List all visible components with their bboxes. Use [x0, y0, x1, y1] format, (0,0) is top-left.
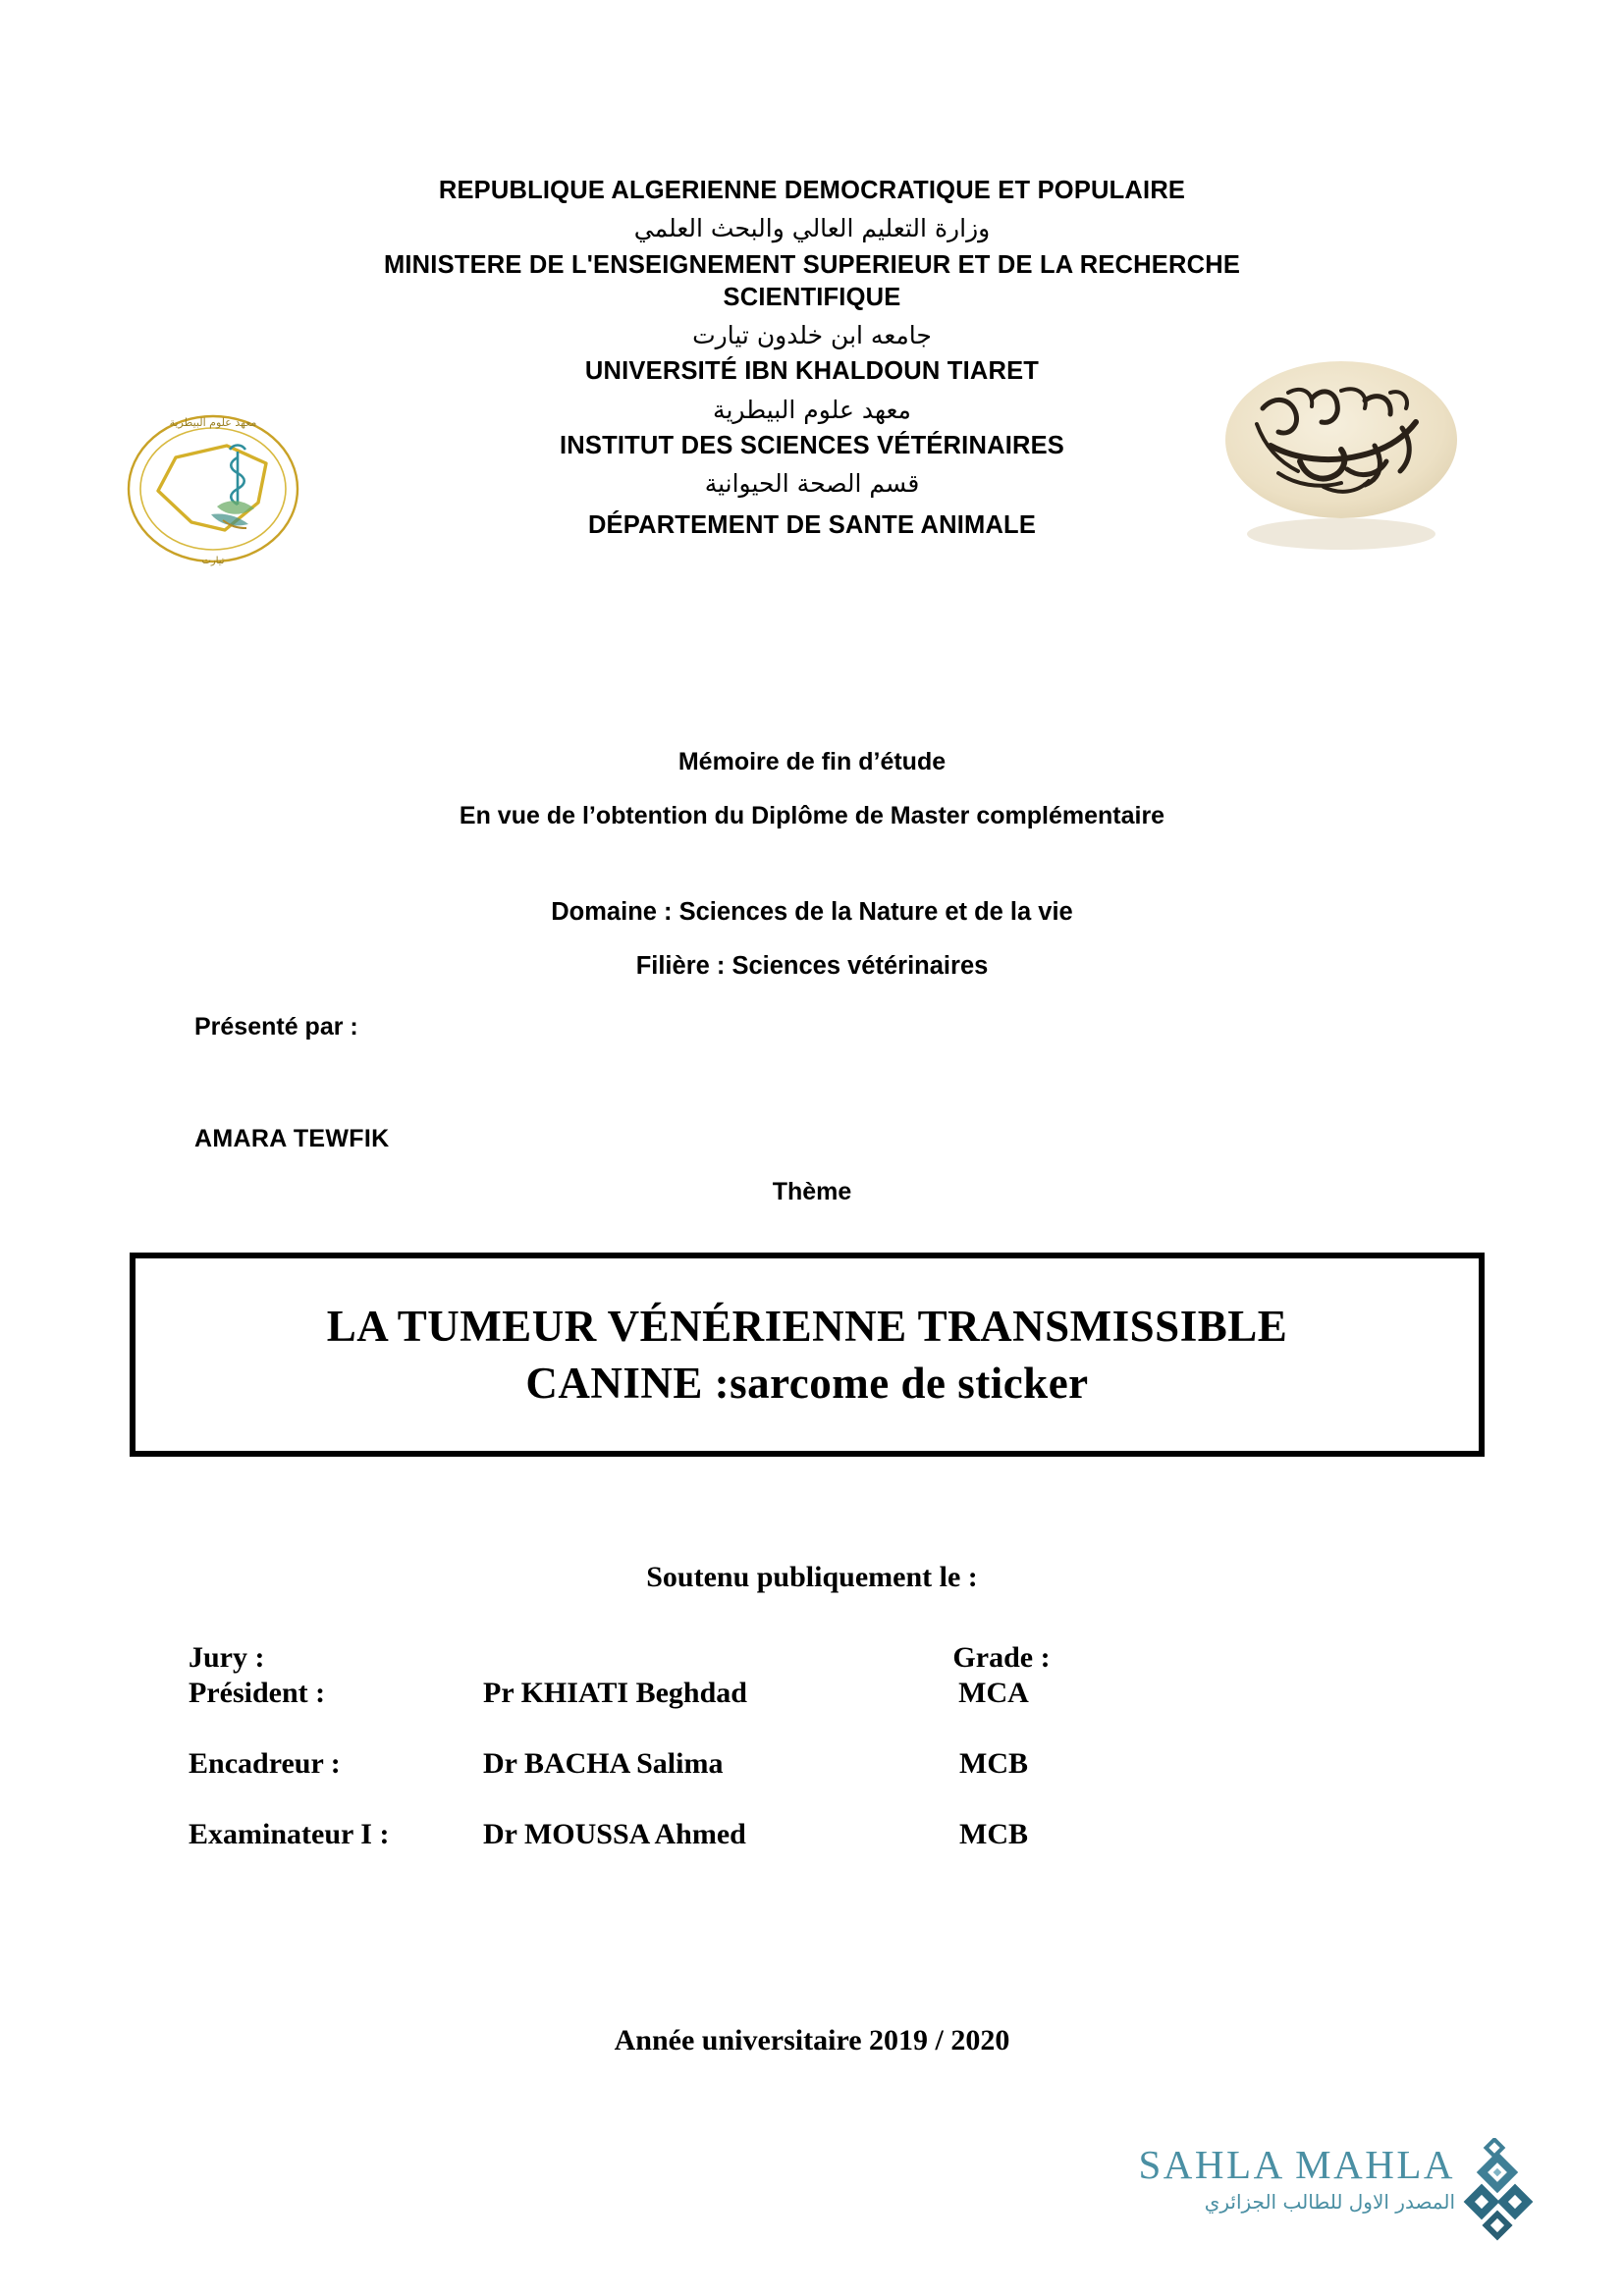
institute-line-arabic: معهد علوم البيطرية — [713, 395, 911, 424]
university-line-french: UNIVERSITÉ IBN KHALDOUN TIARET — [584, 357, 1040, 386]
institutional-header — [0, 175, 1624, 542]
domaine-line: Domaine : Sciences de la Nature et de la vie — [551, 898, 1073, 926]
table-row — [189, 1677, 1180, 1710]
jury-member-name: Dr BACHA Salima — [483, 1747, 724, 1780]
author-name: AMARA TEWFIK — [194, 1125, 390, 1152]
grade-header-label: Grade : — [952, 1641, 1051, 1674]
ministry-line-1: MINISTERE DE L'ENSEIGNEMENT SUPERIEUR ET DE LA RECHERCHE — [383, 250, 1241, 279]
filiere-line: Filière : Sciences vétérinaires — [635, 952, 989, 980]
republic-line: REPUBLIQUE ALGERIENNE DEMOCRATIQUE ET POPULAIRE — [438, 177, 1186, 204]
svg-text:تيارت: تيارت — [201, 556, 225, 566]
academic-year: Année universitaire 2019 / 2020 — [614, 2024, 1010, 2056]
ministry-line-2: SCIENTIFIQUE — [723, 283, 901, 311]
jury-member-name: Dr MOUSSA Ahmed — [483, 1818, 746, 1850]
institute-line-french: INSTITUT DES SCIENCES VÉTÉRINAIRES — [559, 432, 1065, 460]
presented-by-label: Présenté par : — [194, 1013, 358, 1041]
jury-header-label: Jury : — [189, 1641, 265, 1674]
sahla-mahla-watermark-logo — [1092, 2144, 1543, 2260]
table-row — [189, 1818, 1180, 1851]
jury-grade: MCB — [959, 1818, 1028, 1850]
department-line-arabic: قسم الصحة الحيوانية — [704, 469, 920, 499]
thesis-title-box — [130, 1253, 1485, 1457]
theme-label: Thème — [772, 1178, 852, 1205]
svg-text:معهد علوم البيطرية: معهد علوم البيطرية — [169, 416, 257, 429]
defense-date-label: Soutenu publiquement le : — [646, 1561, 978, 1593]
sahla-mahla-wordmark: SAHLA MAHLA — [1138, 2142, 1455, 2187]
jury-member-name: Pr KHIATI Beghdad — [483, 1677, 747, 1709]
jury-table-header — [189, 1641, 1180, 1675]
program-block — [0, 898, 1624, 981]
memoir-purpose: En vue de l’obtention du Diplôme de Master complémentaire — [459, 802, 1165, 829]
sahla-mahla-diamond-icon — [1453, 2138, 1547, 2244]
sahla-mahla-tagline: المصدر الاول للطالب الجزائري — [1204, 2190, 1455, 2215]
jury-table — [189, 1641, 1180, 1851]
jury-grade: MCA — [958, 1677, 1029, 1709]
memoir-title: Mémoire de fin d’étude — [677, 748, 947, 775]
university-line-arabic: جامعه ابن خلدون تيارت — [692, 320, 932, 349]
jury-role: Président : — [189, 1677, 326, 1709]
thesis-title-line-2: CANINE :sarcome de sticker — [525, 1359, 1089, 1408]
jury-role: Examinateur I : — [189, 1818, 390, 1850]
jury-role: Encadreur : — [189, 1747, 341, 1780]
table-row — [189, 1747, 1180, 1781]
thesis-title-line-1: LA TUMEUR VÉNÉRIENNE TRANSMISSIBLE — [326, 1301, 1288, 1351]
ministry-line-arabic: وزارة التعليم العالي والبحث العلمي — [633, 214, 991, 243]
department-line-french: DÉPARTEMENT DE SANTE ANIMALE — [587, 510, 1037, 539]
jury-grade: MCB — [959, 1747, 1028, 1780]
memoir-block — [0, 748, 1624, 830]
